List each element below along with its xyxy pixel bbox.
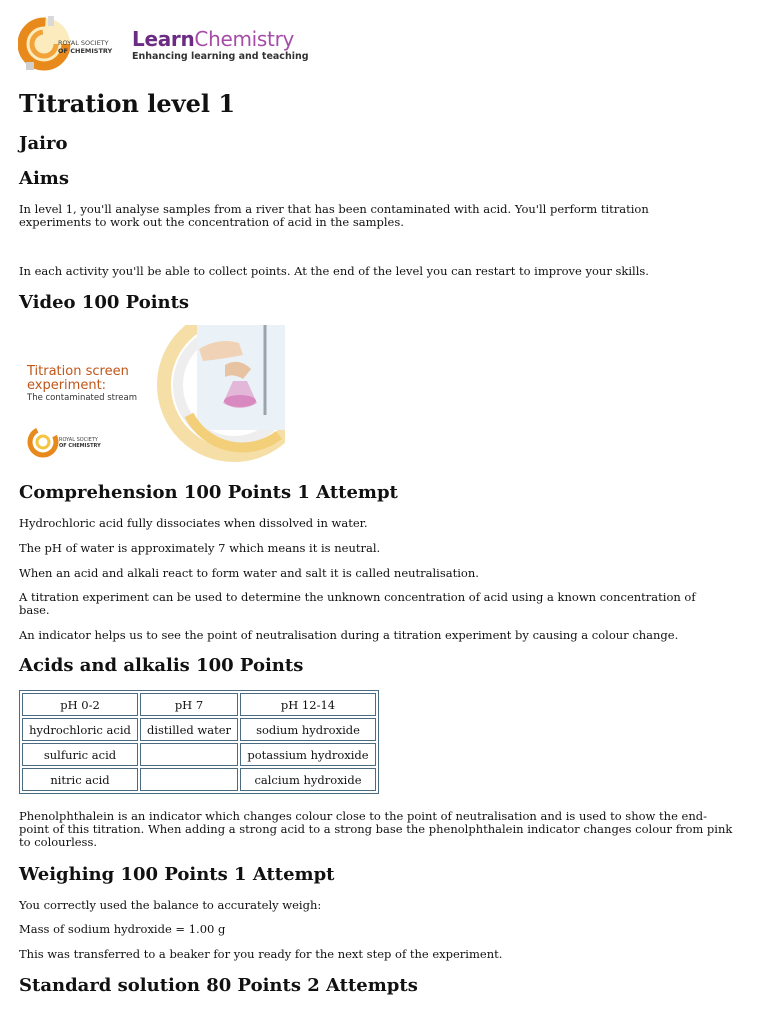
- video-logo-line2: OF CHEMISTRY: [59, 443, 101, 449]
- table-header-cell: pH 0-2: [22, 693, 138, 716]
- rsc-logo-icon: [18, 14, 114, 76]
- video-title: Titration screen experiment:: [27, 364, 129, 393]
- table-cell: nitric acid: [22, 768, 138, 791]
- comprehension-item: Hydrochloric acid fully dissociates when dissolved in water.: [19, 516, 368, 530]
- brand-chemistry: Chemistry: [194, 27, 295, 51]
- learnchemistry-logo: [132, 27, 309, 51]
- video-logo-line1: ROYAL SOCIETY: [59, 437, 98, 443]
- table-cell: [140, 743, 238, 766]
- table-cell: sulfuric acid: [22, 743, 138, 766]
- table-header-cell: pH 12-14: [240, 693, 376, 716]
- aims-paragraph-1: In level 1, you'll analyse samples from a river that has been contaminated with acid. You'll perform titration experiments to work out the concentration of acid in the samples.: [19, 202, 649, 229]
- aims-heading: Aims: [19, 168, 69, 189]
- weighing-heading: Weighing 100 Points 1 Attempt: [19, 864, 335, 885]
- table-header-row: [22, 693, 376, 716]
- table-cell: [140, 768, 238, 791]
- acids-heading: Acids and alkalis 100 Points: [19, 655, 304, 676]
- table-cell: sodium hydroxide: [240, 718, 376, 741]
- table-row: [22, 743, 376, 766]
- page-title: Titration level 1: [19, 89, 236, 118]
- comprehension-heading: Comprehension 100 Points 1 Attempt: [19, 482, 398, 503]
- comprehension-item: The pH of water is approximately 7 which means it is neutral.: [19, 541, 381, 555]
- standard-solution-heading: Standard solution 80 Points 2 Attempts: [19, 975, 418, 996]
- table-cell: distilled water: [140, 718, 238, 741]
- weighing-paragraph-3: This was transferred to a beaker for you ready for the next step of the experiment.: [19, 947, 503, 961]
- rsc-logo-line1: ROYAL SOCIETY: [58, 39, 109, 47]
- table-cell: hydrochloric acid: [22, 718, 138, 741]
- aims-paragraph-2: In each activity you'll be able to collect points. At the end of the level you can restart to improve your skills.: [19, 264, 649, 278]
- comprehension-item: A titration experiment can be used to determine the unknown concentration of acid using a known concentration of base.: [19, 590, 696, 617]
- table-row: [22, 768, 376, 791]
- indicator-note: Phenolphthalein is an indicator which changes colour close to the point of neutralisation and is used to show the end-point of this titration. When adding a strong acid to a strong base the phenolphthalein indicator changes colour from pink to colourless.: [19, 809, 733, 849]
- video-heading: Video 100 Points: [19, 292, 190, 313]
- table-cell: potassium hydroxide: [240, 743, 376, 766]
- comprehension-item: When an acid and alkali react to form water and salt it is called neutralisation.: [19, 566, 479, 580]
- table-header-cell: pH 7: [140, 693, 238, 716]
- video-subtitle: The contaminated stream: [27, 393, 137, 403]
- weighing-paragraph-1: You correctly used the balance to accurately weigh:: [19, 898, 322, 912]
- brand-learn: Learn: [132, 27, 195, 51]
- student-name: Jairo: [19, 133, 68, 154]
- brand-tagline: Enhancing learning and teaching: [132, 51, 309, 62]
- ph-table: [19, 690, 379, 794]
- video-thumbnail[interactable]: [19, 325, 285, 463]
- table-cell: calcium hydroxide: [240, 768, 376, 791]
- comprehension-item: An indicator helps us to see the point of neutralisation during a titration experiment by causing a colour change.: [19, 628, 679, 642]
- learnchemistry-brand: [132, 27, 309, 63]
- table-row: [22, 718, 376, 741]
- weighing-mass: Mass of sodium hydroxide = 1.00 g: [19, 922, 226, 936]
- rsc-logo-line2: OF CHEMISTRY: [58, 47, 113, 55]
- header: [18, 14, 318, 76]
